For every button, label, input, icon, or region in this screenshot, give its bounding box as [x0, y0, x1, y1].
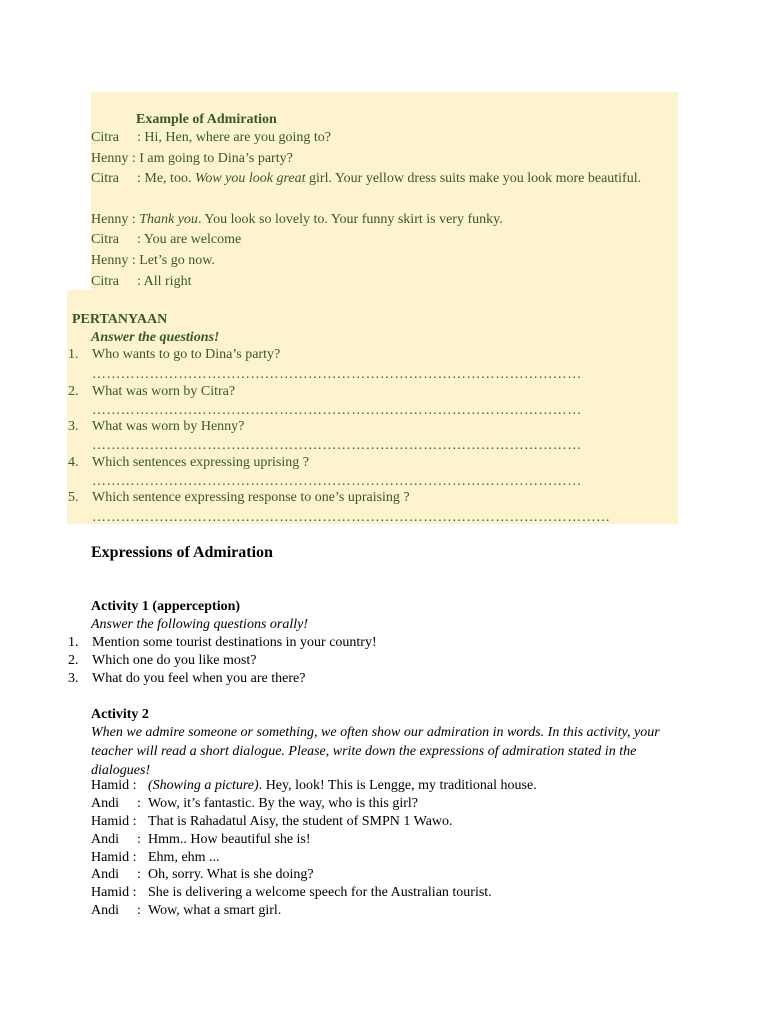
speaker: Citra — [91, 232, 119, 247]
speaker: Andi : — [91, 903, 141, 918]
example-line-1: Citra : Hi, Hen, where are you going to? — [91, 130, 331, 145]
answer-dots-2: ………………………………………………………………………………………… — [92, 403, 582, 418]
dialogue-line-2: Andi : Wow, it’s fantastic. By the way, who is this girl? — [91, 796, 419, 811]
example-line-3: Citra : Me, too. Wow you look great girl. Your yellow dress suits make you look more beautiful. — [91, 171, 642, 186]
speaker: Henny — [91, 212, 129, 227]
activity2-instruction: When we admire someone or something, we often show our admiration in words. In this activity, your teacher will read a short dialogue. Please, write down the expressions of admiration stated in the dialogues! — [91, 725, 660, 778]
speaker: Hamid : — [91, 814, 137, 829]
speaker: Hamid : — [91, 850, 137, 865]
item-text: What do you feel when you are there? — [92, 671, 306, 686]
example-line-7: Citra : All right — [91, 274, 192, 289]
answer-dots-3: ………………………………………………………………………………………… — [92, 438, 582, 453]
activity2-title: Activity 2 — [91, 707, 149, 722]
speaker: Hamid : — [91, 778, 137, 793]
questions-instruction: Answer the questions! — [91, 330, 220, 345]
speaker: Andi : — [91, 832, 141, 847]
question-text: What was worn by Citra? — [92, 384, 236, 399]
question-number: 2. — [68, 384, 79, 399]
question-number: 1. — [68, 347, 79, 362]
question-text: Who wants to go to Dina’s party? — [92, 347, 281, 362]
activity1-title: Activity 1 (apperception) — [91, 599, 241, 614]
speaker: Henny — [91, 151, 129, 166]
dialogue-line-3: Hamid : That is Rahadatul Aisy, the student of SMPN 1 Wawo. — [91, 814, 453, 829]
dialogue-line-7: Hamid : She is delivering a welcome speech for the Australian tourist. — [91, 885, 492, 900]
item-number: 1. — [68, 635, 79, 650]
answer-dots-1: ………………………………………………………………………………………… — [92, 367, 582, 382]
questions-heading: PERTANYAAN — [72, 312, 168, 327]
speaker: Andi : — [91, 867, 141, 882]
question-number: 4. — [68, 455, 79, 470]
dialogue-line-1: Hamid : (Showing a picture). Hey, look! This is Lengge, my traditional house. — [91, 778, 537, 793]
activity1-instruction: Answer the following questions orally! — [91, 617, 308, 632]
dialogue-line-8: Andi : Wow, what a smart girl. — [91, 903, 282, 918]
question-text: What was worn by Henny? — [92, 419, 245, 434]
speaker: Andi : — [91, 796, 141, 811]
example-title: Example of Admiration — [136, 112, 277, 127]
question-number: 3. — [68, 419, 79, 434]
item-text: Which one do you like most? — [92, 653, 257, 668]
item-number: 2. — [68, 653, 79, 668]
answer-dots-5: ……………………………………………………………………………………………… — [92, 510, 611, 525]
dialogue-line-5: Hamid : Ehm, ehm ... — [91, 850, 220, 865]
speaker: Citra — [91, 171, 119, 186]
question-text: Which sentences expressing uprising ? — [92, 455, 309, 470]
section-title: Expressions of Admiration — [91, 544, 273, 561]
speaker: Citra — [91, 130, 119, 145]
example-line-6: Henny : Let’s go now. — [91, 253, 215, 268]
item-text: Mention some tourist destinations in your country! — [92, 635, 377, 650]
dialogue-line-6: Andi : Oh, sorry. What is she doing? — [91, 867, 314, 882]
answer-dots-4: ………………………………………………………………………………………… — [92, 474, 582, 489]
item-number: 3. — [68, 671, 79, 686]
example-line-4: Henny : Thank you. You look so lovely to. Your funny skirt is very funky. — [91, 212, 503, 227]
dialogue-line-4: Andi : Hmm.. How beautiful she is! — [91, 832, 311, 847]
speaker: Hamid : — [91, 885, 137, 900]
example-line-2: Henny : I am going to Dina’s party? — [91, 151, 293, 166]
speaker: Citra — [91, 274, 119, 289]
question-number: 5. — [68, 490, 79, 505]
example-line-5: Citra : You are welcome — [91, 232, 242, 247]
speaker: Henny — [91, 253, 129, 268]
question-text: Which sentence expressing response to one’s upraising ? — [92, 490, 410, 505]
